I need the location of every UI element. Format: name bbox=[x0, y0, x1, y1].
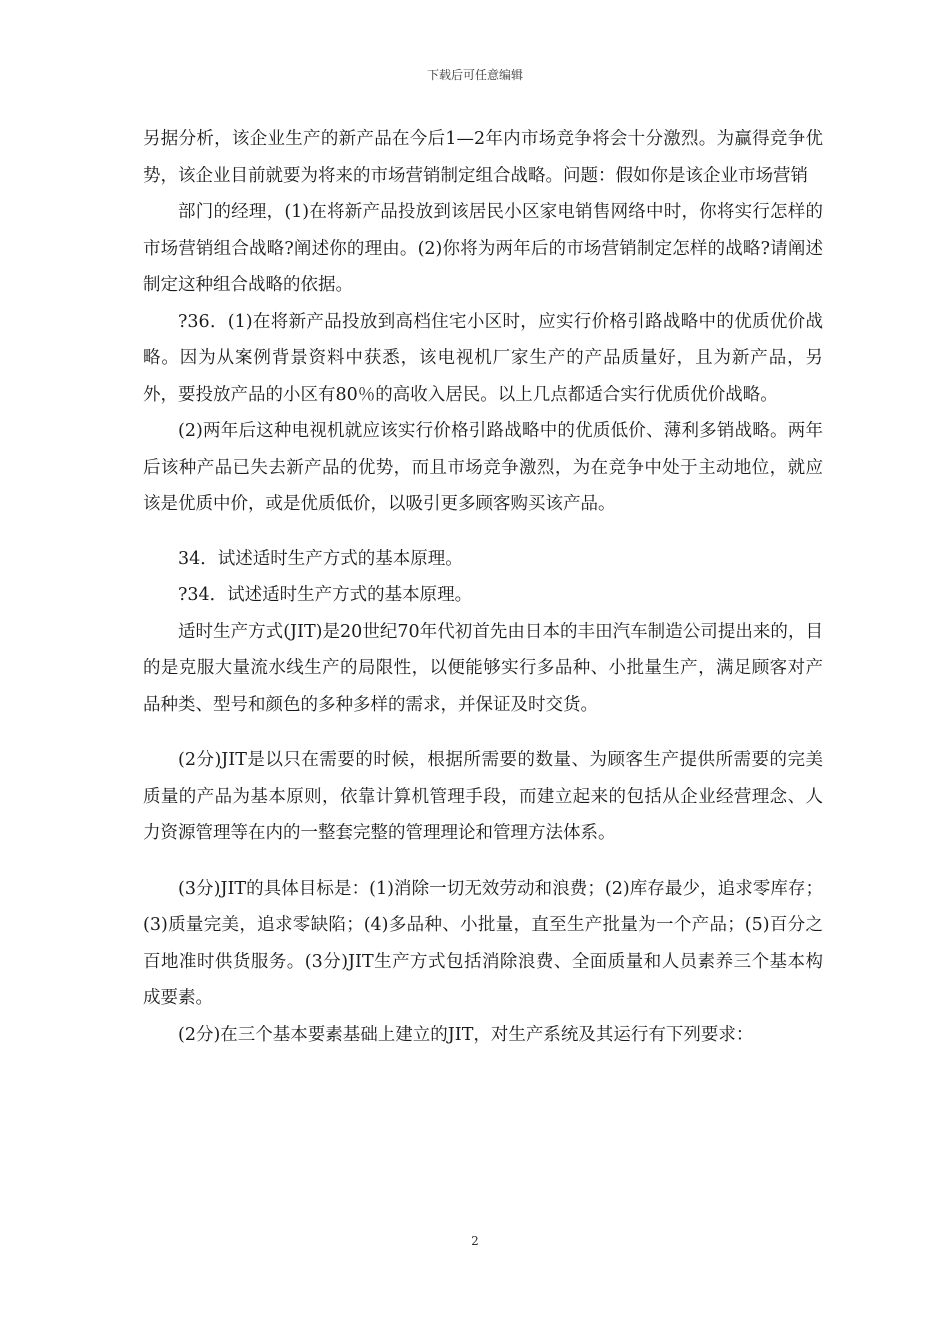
paragraph-answer-36-part-2: (2)两年后这种电视机就应该实行价格引路战略中的优质低价、薄利多销战略。两年后该种产品已失去新产品的优势，而且市场竞争激烈，为在竞争中处于主动地位，就应该是优质中价，或是优质低价，以吸引更多顾客购买该产品。 bbox=[143, 421, 823, 514]
paragraph-question: 部门的经理，(1)在将新产品投放到该居民小区家电销售网络中时，你将实行怎样的市场营销组合战略?阐述你的理由。(2)你将为两年后的市场营销制定怎样的战略?请阐述制定这种组合战略的依据。 bbox=[143, 202, 823, 295]
question-34-heading: 34．试述适时生产方式的基本原理。 bbox=[178, 548, 463, 569]
paragraph-jit-principle: (2分)JIT是以只在需要的时候，根据所需要的数量、为顾客生产提供所需要的完美质量的产品为基本原则，依靠计算机管理手段，而建立起来的包括从企业经营理念、人力资源管理等在内的一整套完整的管理理论和管理方法体系。 bbox=[143, 750, 823, 843]
answer-34-heading: ?34．试述适时生产方式的基本原理。 bbox=[178, 585, 473, 605]
document-body bbox=[143, 121, 823, 1053]
paragraph-jit-goals: (3分)JIT的具体目标是：(1)消除一切无效劳动和浪费；(2)库存最少，追求零库存；(3)质量完美，追求零缺陷；(4)多品种、小批量，直至生产批量为一个产品；(5)百分之百地准时供货服务。(3分)JIT生产方式包括消除浪费、全面质量和人员素养三个基本构成要素。 bbox=[143, 878, 823, 1008]
paragraph-answer-36-part-1: ?36．(1)在将新产品投放到高档住宅小区时，应实行价格引路战略中的优质优价战略。因为从案例背景资料中获悉，该电视机厂家生产的产品质量好，且为新产品，另外，要投放产品的小区有80％的高收入居民。以上几点都适合实行优质优价战略。 bbox=[143, 311, 823, 405]
page-number: 2 bbox=[471, 1234, 479, 1248]
page-header: 下载后可任意编辑 bbox=[426, 68, 523, 82]
paragraph-jit-origin: 适时生产方式(JIT)是20世纪70年代初首先由日本的丰田汽车制造公司提出来的，目的是克服大量流水线生产的局限性，以便能够实行多品种、小批量生产，满足顾客对产品种类、型号和颜色的多种多样的需求，并保证及时交货。 bbox=[143, 621, 823, 715]
paragraph-market-analysis: 另据分析，该企业生产的新产品在今后1—2年内市场竞争将会十分激烈。为赢得竞争优势，该企业目前就要为将来的市场营销制定组合战略。问题：假如你是该企业市场营销 bbox=[143, 129, 823, 186]
paragraph-jit-requirements: (2分)在三个基本要素基础上建立的JIT，对生产系统及其运行有下列要求： bbox=[178, 1024, 754, 1045]
